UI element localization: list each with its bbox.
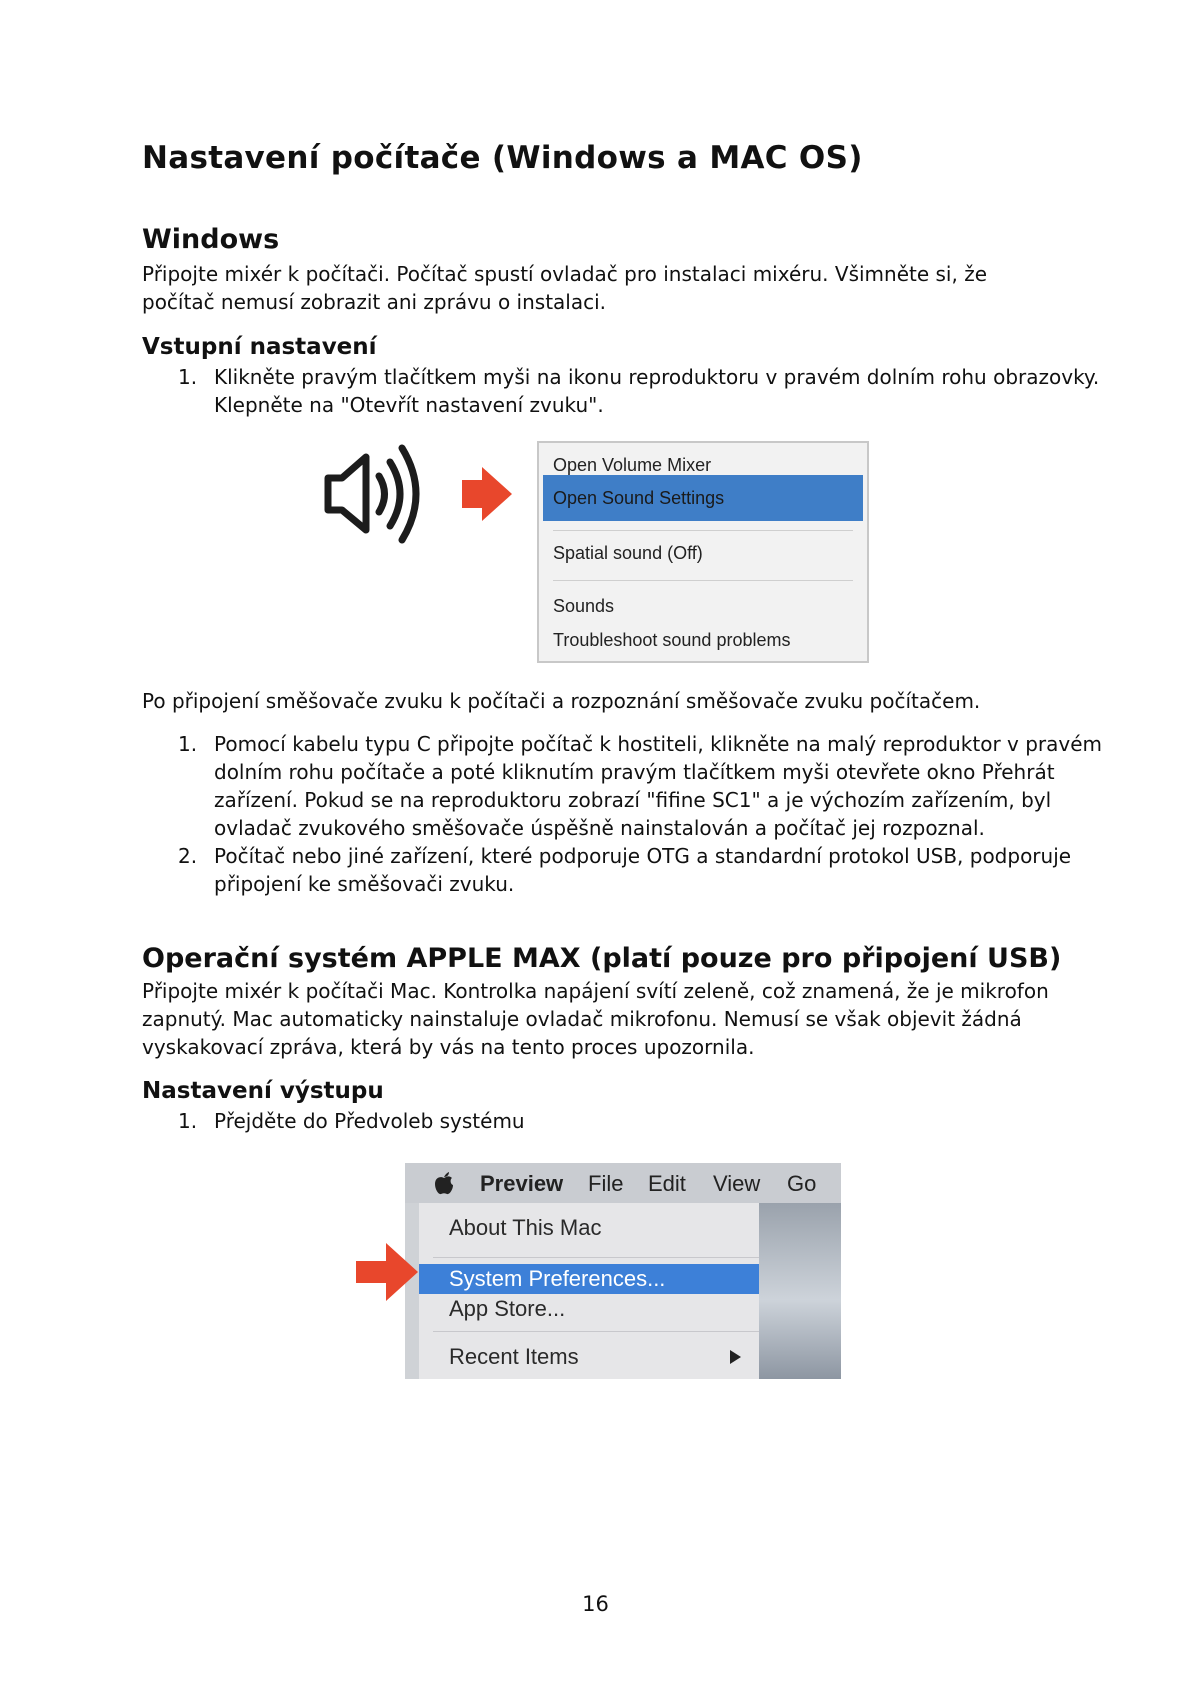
input-settings-heading: Vstupní nastavení	[142, 334, 377, 360]
speaker-icon	[328, 448, 416, 540]
after-connect-text: Po připojení směšovače zvuku k počítači a rozpoznání směšovače zvuku počítačem.	[142, 689, 981, 713]
mac-menu-screenshot	[405, 1163, 841, 1379]
list-number: 1.	[178, 1109, 198, 1133]
menu-item-troubleshoot[interactable]: Troubleshoot sound problems	[553, 630, 791, 650]
submenu-triangle-icon	[729, 1350, 741, 1364]
menubar-edit[interactable]: Edit	[648, 1171, 686, 1196]
apple-logo-icon[interactable]	[433, 1171, 455, 1195]
sound-context-menu	[537, 441, 869, 663]
menu-item-open-sound-settings[interactable]: Open Sound Settings	[543, 475, 863, 521]
mac-menubar	[405, 1163, 841, 1204]
list-number: 1.	[178, 365, 198, 389]
list-text: Přejděte do Předvoleb systému	[214, 1109, 525, 1133]
windows-intro: Připojte mixér k počítači. Počítač spustí ovladač pro instalaci mixéru. Všimněte si, že počítač nemusí zobrazit ani zprávu o instalaci.	[142, 262, 987, 314]
menu-item-spatial-sound[interactable]: Spatial sound (Off)	[553, 543, 703, 563]
list-text: Klikněte pravým tlačítkem myši na ikonu reproduktoru v pravém dolním rohu obrazovky. Klepněte na "Otevřít nastavení zvuku".	[214, 365, 1100, 417]
menu-separator	[433, 1257, 759, 1258]
red-arrow-icon	[462, 467, 512, 521]
windows-heading: Windows	[142, 224, 280, 255]
mac-intro: Připojte mixér k počítači Mac. Kontrolka napájení svítí zeleně, což znamená, že je mikrofon zapnutý. Mac automaticky nainstaluje ovladač mikrofonu. Nemusí se však objevit žádná vyskakovací zpráva, která by vás na tento proces upozornila.	[142, 979, 1049, 1059]
list-item	[142, 730, 1114, 842]
desktop-background	[759, 1203, 841, 1379]
red-arrow-icon	[356, 1243, 418, 1301]
menubar-view[interactable]: View	[713, 1171, 761, 1196]
list-item	[142, 363, 1114, 419]
speaker-illustration	[322, 440, 522, 548]
list-item	[142, 1107, 1114, 1135]
windows-steps-a	[142, 363, 1114, 419]
list-number: 2.	[178, 844, 198, 868]
page-number: 16	[582, 1592, 609, 1616]
menubar-go[interactable]: Go	[787, 1171, 817, 1196]
mac-steps	[142, 1107, 1114, 1135]
menubar-preview[interactable]: Preview	[480, 1171, 564, 1196]
menu-separator	[553, 580, 853, 581]
menu-item-system-preferences[interactable]: System Preferences...	[419, 1264, 759, 1294]
menu-item-about-this-mac[interactable]: About This Mac	[449, 1215, 602, 1240]
list-text: Počítač nebo jiné zařízení, které podporuje OTG a standardní protokol USB, podporuje připojení ke směšovači zvuku.	[214, 844, 1072, 896]
output-settings-heading: Nastavení výstupu	[142, 1078, 384, 1104]
menu-item-recent-items[interactable]: Recent Items	[449, 1344, 579, 1369]
menu-item-app-store[interactable]: App Store...	[449, 1296, 566, 1321]
mac-heading: Operační systém APPLE MAX (platí pouze pro připojení USB)	[142, 943, 1062, 974]
menu-separator	[433, 1331, 759, 1332]
apple-menu-dropdown	[419, 1203, 760, 1379]
page-title: Nastavení počítače (Windows a MAC OS)	[142, 140, 863, 176]
list-number: 1.	[178, 732, 198, 756]
list-text: Pomocí kabelu typu C připojte počítač k hostiteli, klikněte na malý reproduktor v pravém dolním rohu počítače a poté kliknutím pravým tlačítkem myši otevřete okno Přehrát zařízení. Pokud se na reproduktoru zobrazí "fifine SC1" a je výchozím zařízením, byl ovladač zvukového směšovače úspěšně nainstalován a počítač jej rozpoznal.	[214, 732, 1103, 840]
menu-separator	[553, 530, 853, 531]
menu-item-sounds[interactable]: Sounds	[553, 596, 615, 616]
windows-steps-b	[142, 730, 1114, 898]
list-item	[142, 842, 1114, 898]
menubar-file[interactable]: File	[588, 1171, 624, 1196]
menu-item-open-volume-mixer[interactable]: Open Volume Mixer	[553, 455, 712, 475]
